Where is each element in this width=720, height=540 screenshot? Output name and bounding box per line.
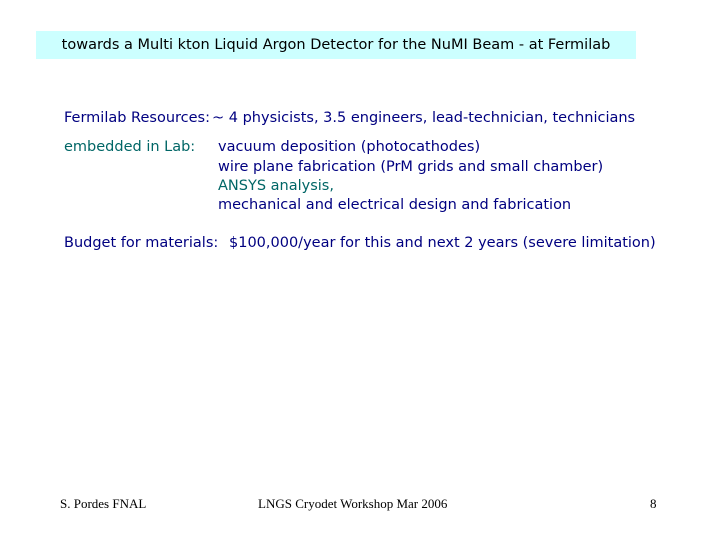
- lab-item: vacuum deposition (photocathodes): [218, 139, 481, 155]
- footer-author: S. Pordes FNAL: [60, 496, 147, 511]
- lab-item: mechanical and electrical design and fabrication: [218, 197, 572, 213]
- footer-event: LNGS Cryodet Workshop Mar 2006: [258, 496, 448, 511]
- budget-value: $100,000/year for this and next 2 years (severe limitation): [229, 235, 656, 251]
- resources-label: Fermilab Resources:: [64, 110, 210, 126]
- slide-title-box: [36, 31, 636, 59]
- slide-title: towards a Multi kton Liquid Argon Detector for the NuMI Beam - at Fermilab: [61, 37, 611, 53]
- resources-value: ~ 4 physicists, 3.5 engineers, lead-technician, technicians: [212, 110, 636, 126]
- budget-label: Budget for materials:: [64, 235, 219, 251]
- lab-item: wire plane fabrication (PrM grids and small chamber): [218, 159, 604, 175]
- footer-page-number: 8: [650, 496, 657, 511]
- lab-item: ANSYS analysis,: [218, 178, 334, 194]
- lab-label: embedded in Lab:: [64, 139, 196, 155]
